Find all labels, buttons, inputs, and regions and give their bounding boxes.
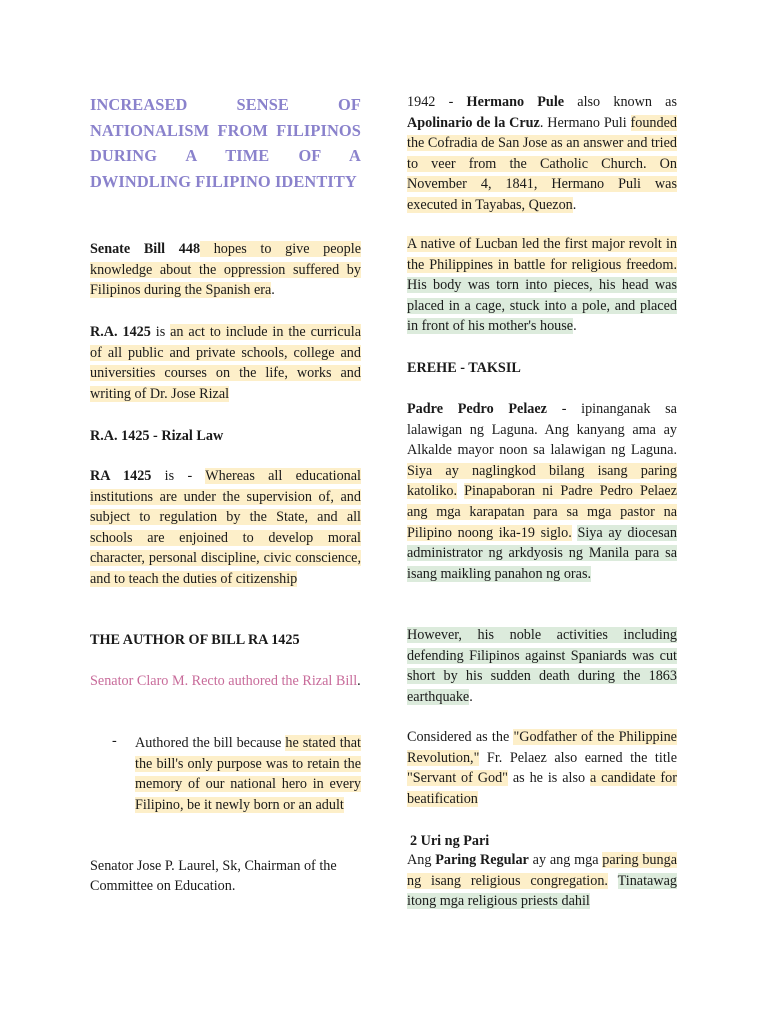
- highlight-yellow: hopes to give people knowledge about the oppression suffered by Filipinos during the Spanish era: [90, 241, 361, 299]
- highlight-yellow: an act to include in the curricula of all public and private schools, college and universities courses on the life, works and writing of Dr. Jose Rizal: [90, 324, 361, 402]
- highlight-yellow: Whereas all educational institutions are under the supervision of, and subject to regulation by the State, and all schools are enjoined to develop moral character, personal discipline, civic conscience, and to teach the duties of citizenship: [90, 468, 361, 587]
- heading-erehe-taksil: EREHE - TAKSIL: [407, 360, 521, 376]
- bold-term: Padre Pedro Pelaez: [407, 401, 547, 417]
- paragraph-laurel: Senator Jose P. Laurel, Sk, Chairman of the Committee on Education.: [90, 858, 337, 894]
- highlight-yellow: founded the Cofradia de San Jose as an answer and tried to veer from the Catholic Church. On November 4, 1841, Hermano Puli was executed in Tayabas, Quezon: [407, 114, 677, 213]
- highlight-green: His body was torn into pieces, his head was placed in a cage, stuck into a pole, and placed in front of his mother's house: [407, 277, 677, 335]
- paragraph-paring-regular: Ang Paring Regular ay ang mga paring bunga ng isang religious congregation. Tinatawag itong mga religious priests dahil: [407, 852, 677, 910]
- bold-term: Paring Regular: [435, 852, 529, 868]
- highlight-green: Tinatawag itong mga religious priests dahil: [407, 872, 677, 910]
- paragraph-hermano-pule: 1942 - Hermano Pule also known as Apolinario de la Cruz. Hermano Puli founded the Cofradia de San Jose as an answer and tried to veer from the Catholic Church. On November 4, 1841, Hermano Puli was executed in Tayabas, Quezon.: [407, 94, 678, 213]
- highlight-yellow: paring bunga ng isang religious congregation.: [407, 852, 677, 889]
- list-item: - Authored the bill because he stated that the bill's only purpose was to retain the memory of our national hero in every Filipino, be it newly born or an adult: [112, 733, 361, 813]
- highlight-yellow: A native of Lucban led the first major revolt in the Philippines in battle for religious freedom.: [407, 236, 677, 273]
- heading-uri-ng-pari: 2 Uri ng Pari: [410, 833, 490, 849]
- heading-rizal-law: R.A. 1425 - Rizal Law: [90, 428, 224, 444]
- paragraph-lucban-revolt: A native of Lucban led the first major revolt in the Philippines in battle for religious freedom. His body was torn into pieces, his head was placed in a cage, stuck into a pole, and placed in front of his mother's house.: [407, 236, 677, 335]
- paragraph-senate-bill: Senate Bill 448 hopes to give people knowledge about the oppression suffered by Filipinos during the Spanish era.: [90, 241, 361, 299]
- heading-author-of-bill: THE AUTHOR OF BILL RA 1425: [90, 632, 300, 648]
- paragraph-godfather: Considered as the "Godfather of the Philippine Revolution," Fr. Pelaez also earned the title "Servant of God" as he is also a candidate for beatification: [407, 729, 677, 807]
- bold-term: R.A. 1425: [90, 324, 151, 340]
- paragraph-pedro-pelaez: Padre Pedro Pelaez - ipinanganak sa lalawigan ng Laguna. Ang kanyang ama ay Alkalde mayor noon sa lalawigan ng Laguna. Siya ay naglingkod bilang isang paring katoliko. Pinapaboran ni Padre Pedro Pelaez ang mga karapatan para sa mga pastor na Pilipino noong ika-19 siglo. Siya ay diocesan administrator ng arkdyosis ng Manila para sa isang maikling panahon ng oras.: [407, 401, 678, 582]
- highlight-yellow: "Servant of God": [407, 770, 508, 787]
- paragraph-ra-1425: R.A. 1425 is an act to include in the curricula of all public and private schools, college and universities courses on the life, works and writing of Dr. Jose Rizal: [90, 324, 361, 402]
- paragraph-ra-1425-whereas: RA 1425 is - Whereas all educational institutions are under the supervision of, and subject to regulation by the State, and all schools are enjoined to develop moral character, personal discipline, civic conscience, and to teach the duties of citizenship: [90, 468, 361, 587]
- highlight-green: Siya ay diocesan administrator ng arkdyosis ng Manila para sa isang maikling panahon ng oras.: [407, 524, 678, 582]
- paragraph-recto-author: Senator Claro M. Recto authored the Rizal Bill.: [90, 673, 361, 689]
- bold-term: Senate Bill 448: [90, 241, 201, 257]
- highlight-yellow: he stated that the bill's only purpose was to retain the memory of our national hero in every Filipino, be it newly born or an adult: [135, 735, 361, 813]
- highlight-yellow: Siya ay naglingkod bilang isang paring katoliko.: [407, 462, 677, 500]
- page-title: INCREASED SENSE OF NATIONALISM FROM FILIPINOS DURING A TIME OF A DWINDLING FILIPINO IDENTITY: [90, 95, 361, 191]
- paragraph-earthquake: However, his noble activities including defending Filipinos against Spaniards was cut short by his sudden death during the 1863 earthquake.: [407, 627, 677, 705]
- bold-term: Apolinario de la Cruz: [407, 114, 540, 131]
- highlight-yellow: Pinapaboran ni Padre Pedro Pelaez ang mga karapatan para sa mga pastor na Pilipino noong ika-19 siglo.: [407, 483, 677, 541]
- highlight-yellow: a candidate for beatification: [407, 770, 677, 807]
- bold-term: Hermano Pule: [466, 94, 565, 110]
- bold-term: RA 1425: [90, 468, 152, 484]
- bullet-list: [90, 733, 361, 815]
- dash-bullet: -: [112, 733, 117, 749]
- highlight-green: However, his noble activities including defending Filipinos against Spaniards was cut short by his sudden death during the 1863 earthquake: [407, 627, 677, 705]
- highlight-yellow: "Godfather of the Philippine Revolution,": [407, 729, 677, 766]
